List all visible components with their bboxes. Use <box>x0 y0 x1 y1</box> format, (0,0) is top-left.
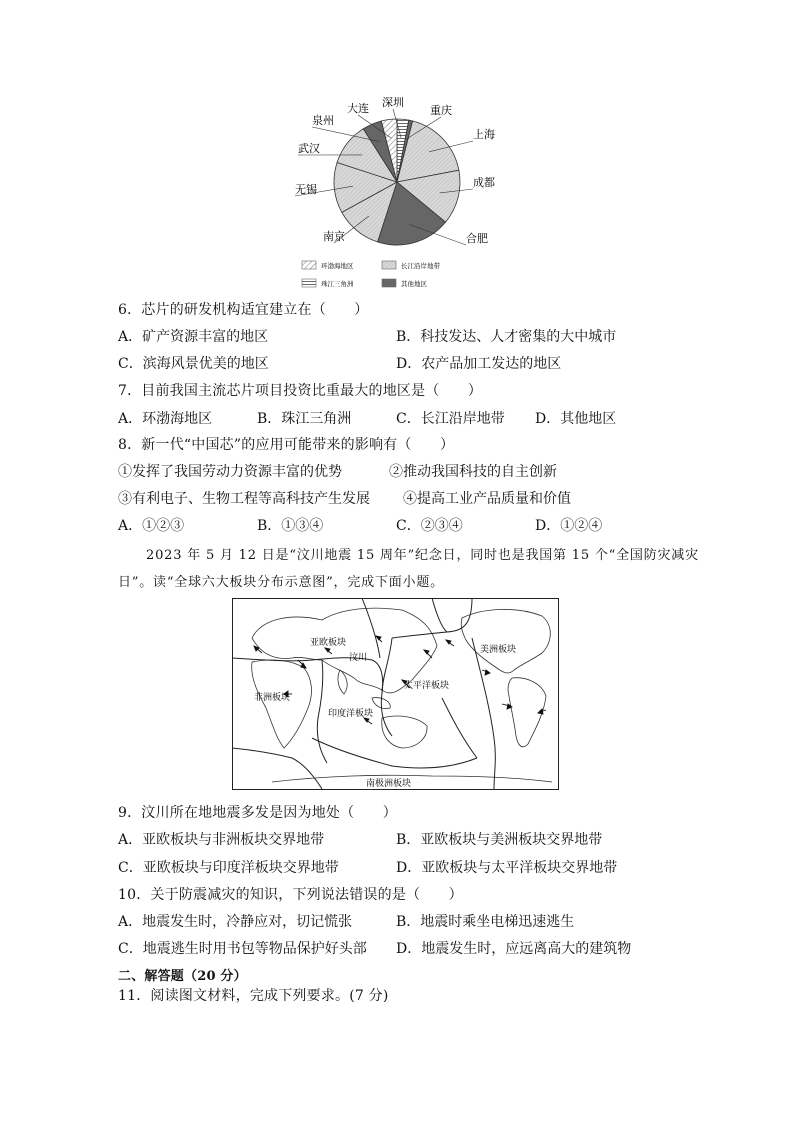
intro-line-2: 日”。读“全球六大板块分布示意图”，完成下面小题。 <box>118 575 444 590</box>
label-america-plate: 美洲板块 <box>480 645 517 655</box>
pie-label-9: 大连 <box>347 102 369 115</box>
pie-label-8: 泉州 <box>312 114 334 127</box>
q10-stem: 10．关于防震减灾的知识，下列说法错误的是（ ） <box>118 887 463 903</box>
pie-label-3: 成都 <box>473 176 495 189</box>
q8-option-a[interactable]: A．①②③ <box>118 518 185 534</box>
q10-option-b[interactable]: B．地震时乘坐电梯迅速逃生 <box>396 914 575 930</box>
q8-option-d[interactable]: D．①②④ <box>535 518 603 534</box>
label-africa-plate: 非洲板块 <box>254 693 291 703</box>
legend-zhujiang: 珠江三角洲 <box>321 280 354 288</box>
section-2-heading: 二、解答题（20 分） <box>118 969 247 984</box>
pie-label-1: 重庆 <box>430 104 452 117</box>
q6-option-c[interactable]: C．滨海风景优美的地区 <box>118 356 269 372</box>
q11-stem: 11．阅读图文材料，完成下列要求。(7 分) <box>118 988 389 1004</box>
pie-label-2: 上海 <box>473 128 495 141</box>
q6-option-d[interactable]: D．农产品加工发达的地区 <box>396 356 562 372</box>
q7-option-c[interactable]: C．长江沿岸地带 <box>396 411 505 427</box>
label-indian-plate: 印度洋板块 <box>328 709 374 719</box>
pie-label-6: 无锡 <box>295 183 317 196</box>
q8-statement-1: ①发挥了我国劳动力资源丰富的优势 <box>118 464 342 480</box>
q10-option-c[interactable]: C．地震逃生时用书包等物品保护好头部 <box>118 941 367 957</box>
label-antarctic-plate: 南极洲板块 <box>366 779 412 789</box>
intro-line-1: 2023 年 5 月 12 日是“汶川地震 15 周年”纪念日，同时也是我国第 15 个“全国防灾减灾 <box>146 548 699 563</box>
pie-label-7: 武汉 <box>298 142 320 155</box>
q8-statement-2: ②推动我国科技的自主创新 <box>389 464 557 480</box>
q7-option-d[interactable]: D．其他地区 <box>535 411 617 427</box>
q9-option-c[interactable]: C．亚欧板块与印度洋板块交界地带 <box>118 860 339 876</box>
pie-label-4: 合肥 <box>466 232 488 245</box>
label-pacific-plate: 太平洋板块 <box>404 681 450 691</box>
q9-option-a[interactable]: A．亚欧板块与非洲板块交界地带 <box>118 832 325 848</box>
q6-option-a[interactable]: A．矿产资源丰富的地区 <box>118 329 269 345</box>
q10-option-d[interactable]: D．地震发生时，应远离高大的建筑物 <box>396 941 632 957</box>
q8-statement-4: ④提高工业产品质量和价值 <box>403 491 571 507</box>
legend-bohai: 环渤海地区 <box>321 262 354 270</box>
q7-option-a[interactable]: A．环渤海地区 <box>118 411 213 427</box>
q8-statement-3: ③有利电子、生物工程等高科技产生发展 <box>118 491 370 507</box>
pie-label-0: 深圳 <box>382 96 404 109</box>
legend-changjiang: 长江沿岸地带 <box>401 262 440 270</box>
q7-stem: 7．目前我国主流芯片项目投资比重最大的地区是（ ） <box>118 383 483 399</box>
q9-option-b[interactable]: B．亚欧板块与美洲板块交界地带 <box>396 832 603 848</box>
pie-label-5: 南京 <box>323 230 345 243</box>
q9-option-d[interactable]: D．亚欧板块与太平洋板块交界地带 <box>396 860 618 876</box>
q6-option-b[interactable]: B．科技发达、人才密集的大中城市 <box>396 329 617 345</box>
q6-stem: 6．芯片的研发机构适宜建立在（ ） <box>118 302 369 318</box>
q8-option-c[interactable]: C．②③④ <box>396 518 463 534</box>
q7-option-b[interactable]: B．珠江三角洲 <box>257 411 352 427</box>
label-eurasia-plate: 亚欧板块 <box>310 638 347 648</box>
plate-map-svg <box>232 598 559 790</box>
legend-other: 其他地区 <box>401 280 427 288</box>
label-wenchuan: 汶川 <box>349 653 368 663</box>
q8-option-b[interactable]: B．①③④ <box>257 518 324 534</box>
q9-stem: 9．汶川所在地地震多发是因为地处（ ） <box>118 805 397 821</box>
q8-stem: 8．新一代“中国芯”的应用可能带来的影响有（ ） <box>118 437 455 453</box>
plate-map <box>232 598 559 790</box>
pie-legend <box>300 256 516 290</box>
q10-option-a[interactable]: A．地震发生时，冷静应对，切记慌张 <box>118 914 353 930</box>
investment-pie-chart <box>290 92 506 300</box>
